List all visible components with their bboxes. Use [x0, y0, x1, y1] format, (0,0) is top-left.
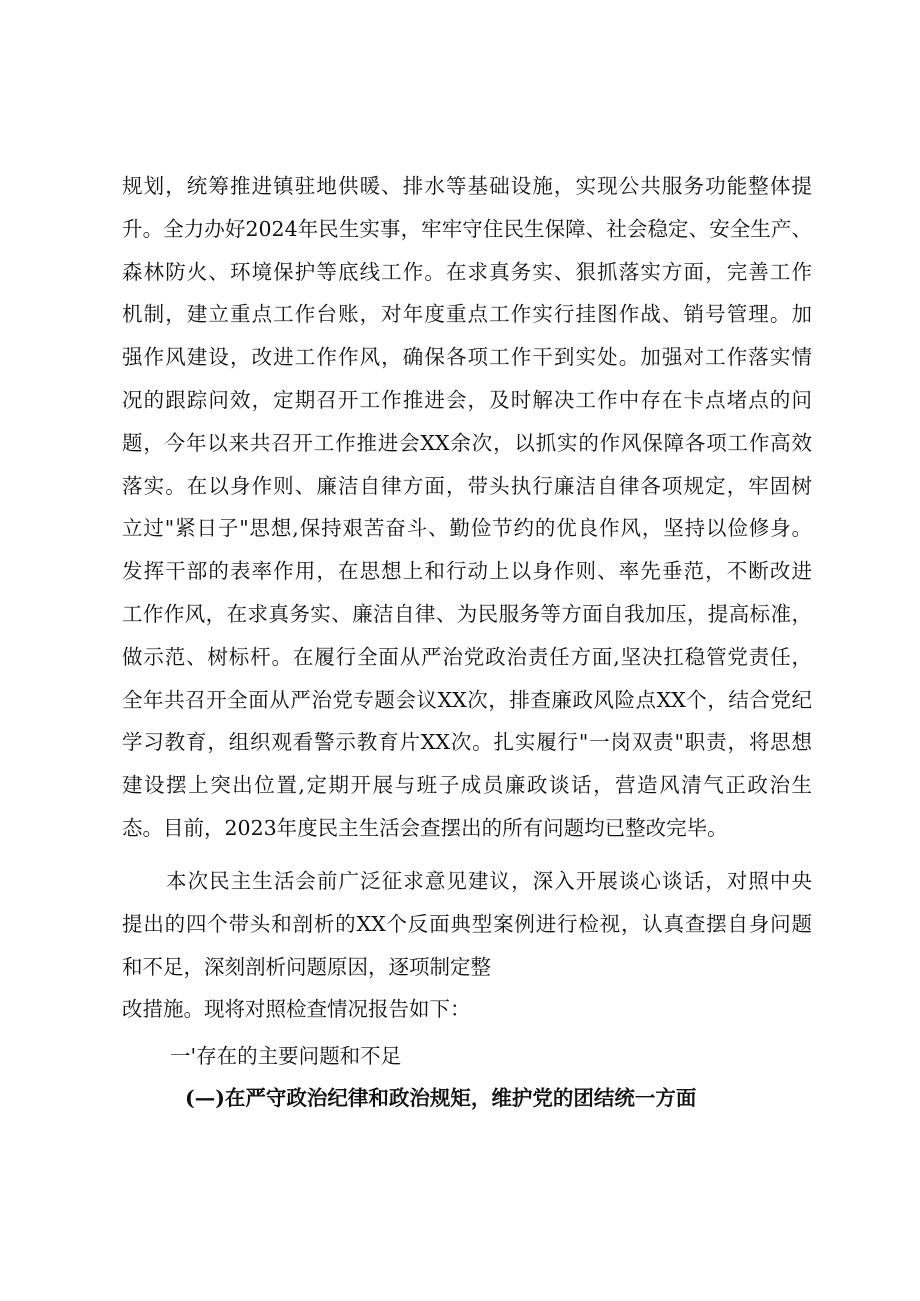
body-paragraph-2 [122, 860, 812, 1031]
paragraph-line: 学习教育，组织观看警示教育片XX次。扎实履行"一岗双责"职责，将思想 [122, 730, 812, 755]
paragraph-line: 和不足，深刻剖析问题原因，逐项制定整 [122, 954, 491, 979]
paragraph-line: 升。全力办好2024年民生实事，牢牢守住民生保障、社会稳定、安全生产、 [122, 216, 812, 241]
paragraph-line: 立过"紧日子"思想,保持艰苦奋斗、勤俭节约的优良作风，坚持以俭修身。 [122, 516, 812, 541]
body-paragraph-1 [122, 165, 812, 850]
paragraph-line: 落实。在以身作则、廉洁自律方面，带头执行廉洁自律各项规定，牢固树 [122, 473, 812, 498]
paragraph-line: 况的跟踪问效，定期召开工作推进会，及时解决工作中存在卡点堵点的问 [122, 387, 812, 412]
paragraph-line: 规划，统筹推进镇驻地供暖、排水等基础设施，实现公共服务功能整体提 [122, 174, 812, 198]
paragraph-line: 本次民主生活会前广泛征求意见建议，深入开展谈心谈话，对照中央 [166, 869, 812, 893]
paragraph-line: 改措施。现将对照检查情况报告如下： [122, 997, 471, 1022]
paragraph-line: 强作风建设，改进工作作风，确保各项工作干到实处。加强对工作落实情 [122, 345, 812, 370]
paragraph-line: 全年共召开全面从严治党专题会议XX次，排查廉政风险点XX个，结合党纪 [122, 687, 812, 712]
section-heading: 一'存在的主要问题和不足 [170, 1044, 402, 1068]
paragraph-line: 建设摆上突出位置,定期开展与班子成员廉政谈话，营造风清气正政治生 [122, 773, 812, 798]
paragraph-line: 工作作风，在求真务实、廉洁自律、为民服务等方面自我加压，提高标准， [122, 601, 812, 626]
paragraph-line: 做示范、树标杆。在履行全面从严治党政治责任方面,坚决扛稳管党责任， [122, 644, 812, 669]
paragraph-line: 机制，建立重点工作台账，对年度重点工作实行挂图作战、销号管理。加 [122, 302, 812, 327]
subsection-heading: (—)在严守政治纪律和政治规矩，维护党的团结统一方面 [185, 1086, 697, 1110]
paragraph-line: 提出的四个带头和剖析的XX个反面典型案例进行检视，认真查摆自身问题 [122, 911, 812, 936]
paragraph-line: 题，今年以来共召开工作推进会XX余次，以抓实的作风保障各项工作高效 [122, 430, 812, 455]
paragraph-line: 森林防火、环境保护等底线工作。在求真务实、狠抓落实方面，完善工作 [122, 259, 812, 284]
paragraph-line: 态。目前，2023年度民主生活会查摆出的所有问题均已整改完毕。 [122, 815, 728, 840]
paragraph-line: 发挥干部的表率作用，在思想上和行动上以身作则、率先垂范，不断改进 [122, 559, 812, 584]
